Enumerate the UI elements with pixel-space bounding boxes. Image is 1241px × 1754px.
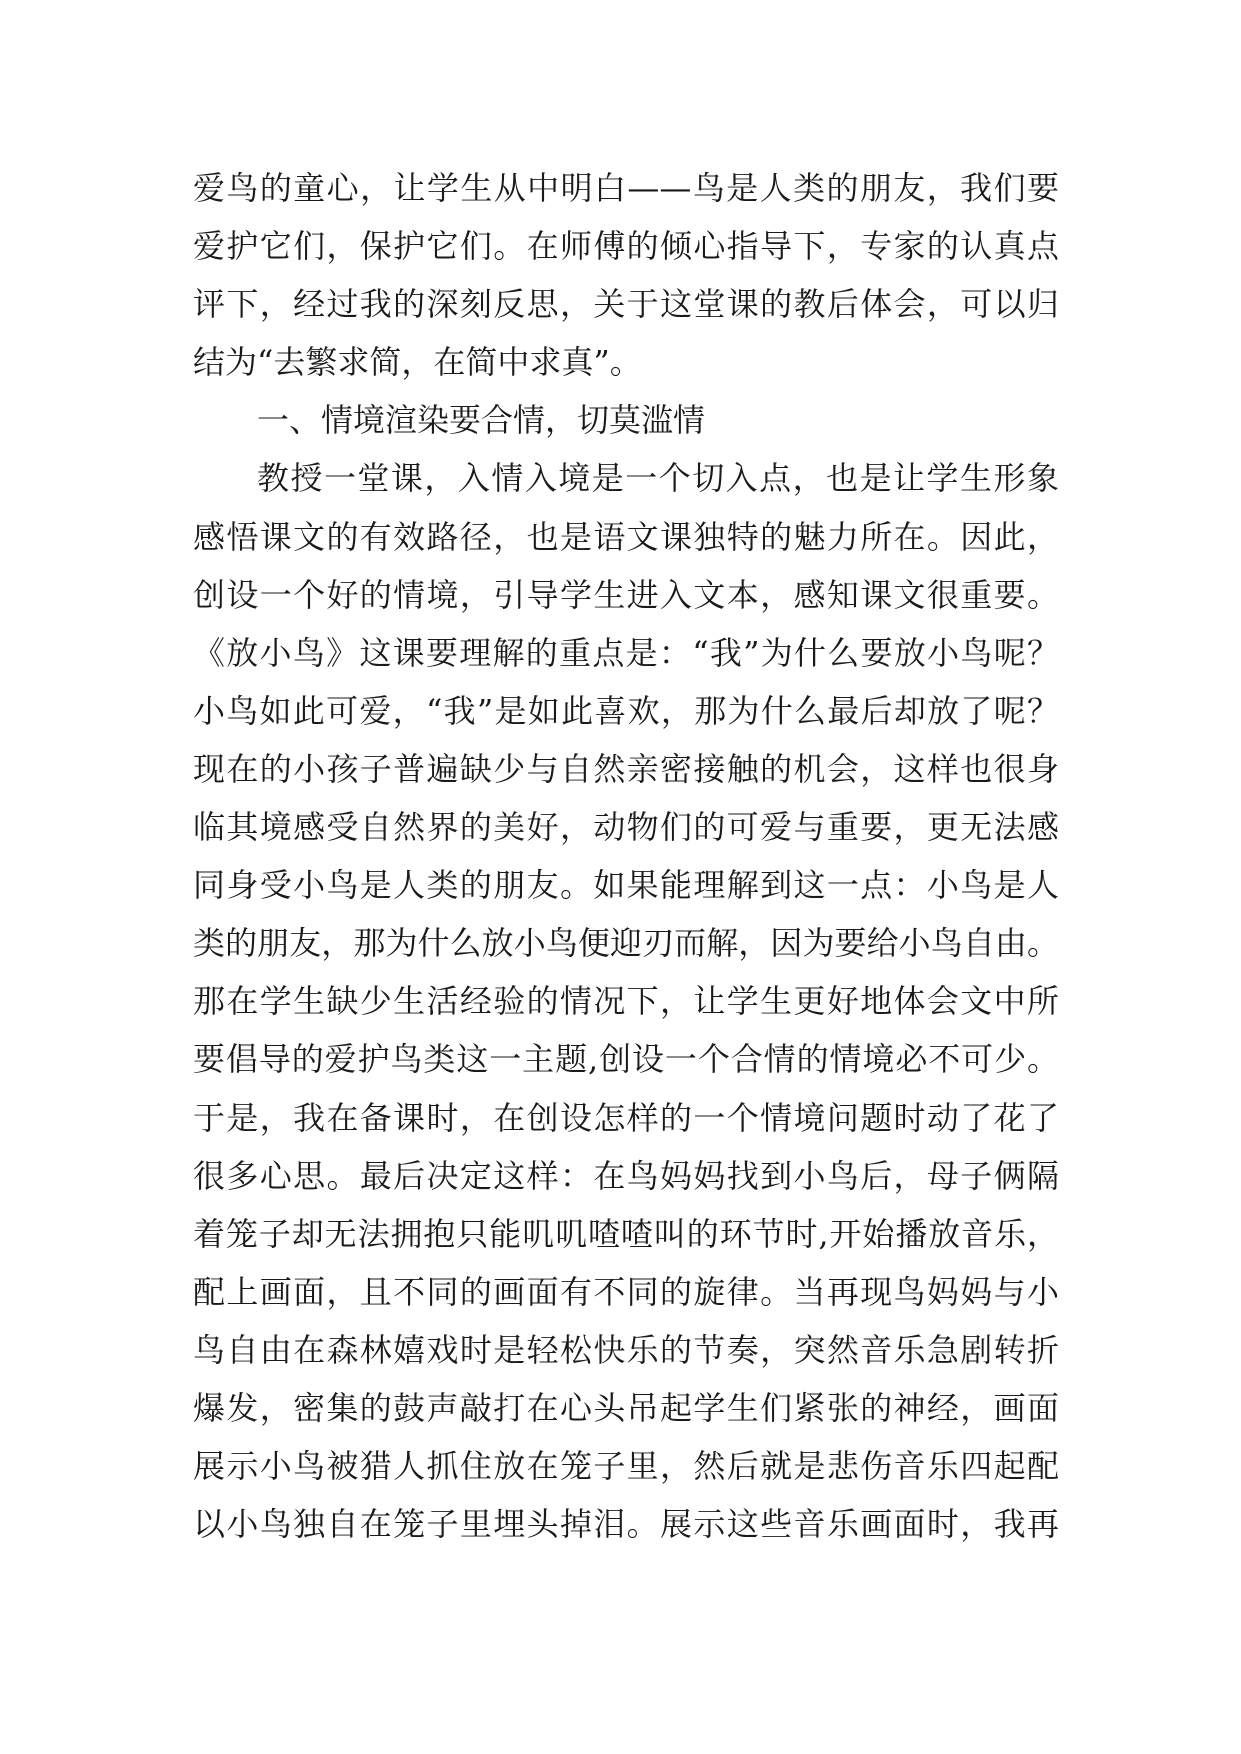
text-line: 小鸟如此可爱，“我”是如此喜欢，那为什么最后却放了呢？ <box>193 691 1059 730</box>
text-line: 感悟课文的有效路径，也是语文课独特的魅力所在。因此， <box>193 517 1059 556</box>
text-line: 结为“去繁求简，在简中求真”。 <box>193 343 642 382</box>
text-line: 于是，我在备课时，在创设怎样的一个情境问题时动了花了 <box>193 1098 1059 1137</box>
text-line: 要倡导的爱护鸟类这一主题,创设一个合情的情境必不可少。 <box>193 1040 1059 1079</box>
text-line: 展示小鸟被猎人抓住放在笼子里，然后就是悲伤音乐四起配 <box>193 1447 1059 1486</box>
text-line: 一、情境渲染要合情，切莫滥情 <box>257 401 706 440</box>
text-line: 同身受小鸟是人类的朋友。如果能理解到这一点：小鸟是人 <box>193 866 1059 905</box>
text-line: 配上画面，且不同的画面有不同的旋律。当再现鸟妈妈与小 <box>193 1272 1059 1311</box>
text-line: 现在的小孩子普遍缺少与自然亲密接触的机会，这样也很身 <box>193 749 1059 788</box>
text-line: 临其境感受自然界的美好，动物们的可爱与重要，更无法感 <box>193 808 1059 847</box>
text-line: 评下，经过我的深刻反思，关于这堂课的教后体会，可以归 <box>193 285 1059 324</box>
text-line: 《放小鸟》这课要理解的重点是：“我”为什么要放小鸟呢？ <box>193 633 1059 672</box>
text-line: 教授一堂课，入情入境是一个切入点，也是让学生形象 <box>257 459 1059 498</box>
text-line: 鸟自由在森林嬉戏时是轻松快乐的节奏，突然音乐急剧转折 <box>193 1330 1059 1369</box>
text-line: 那在学生缺少生活经验的情况下，让学生更好地体会文中所 <box>193 982 1059 1021</box>
text-line: 爱鸟的童心，让学生从中明白——鸟是人类的朋友，我们要 <box>193 169 1059 207</box>
text-line: 着笼子却无法拥抱只能叽叽喳喳叫的环节时,开始播放音乐， <box>193 1214 1059 1253</box>
text-line: 以小鸟独自在笼子里埋头掉泪。展示这些音乐画面时，我再 <box>193 1505 1059 1544</box>
text-line: 很多心思。最后决定这样：在鸟妈妈找到小鸟后，母子俩隔 <box>193 1156 1059 1195</box>
text-line: 爱护它们，保护它们。在师傅的倾心指导下，专家的认真点 <box>193 227 1059 266</box>
text-line: 类的朋友，那为什么放小鸟便迎刃而解，因为要给小鸟自由。 <box>193 924 1059 963</box>
text-line: 爆发，密集的鼓声敲打在心头吊起学生们紧张的神经，画面 <box>193 1388 1059 1427</box>
body-text <box>193 159 1059 1553</box>
text-line: 创设一个好的情境，引导学生进入文本，感知课文很重要。 <box>193 575 1059 614</box>
